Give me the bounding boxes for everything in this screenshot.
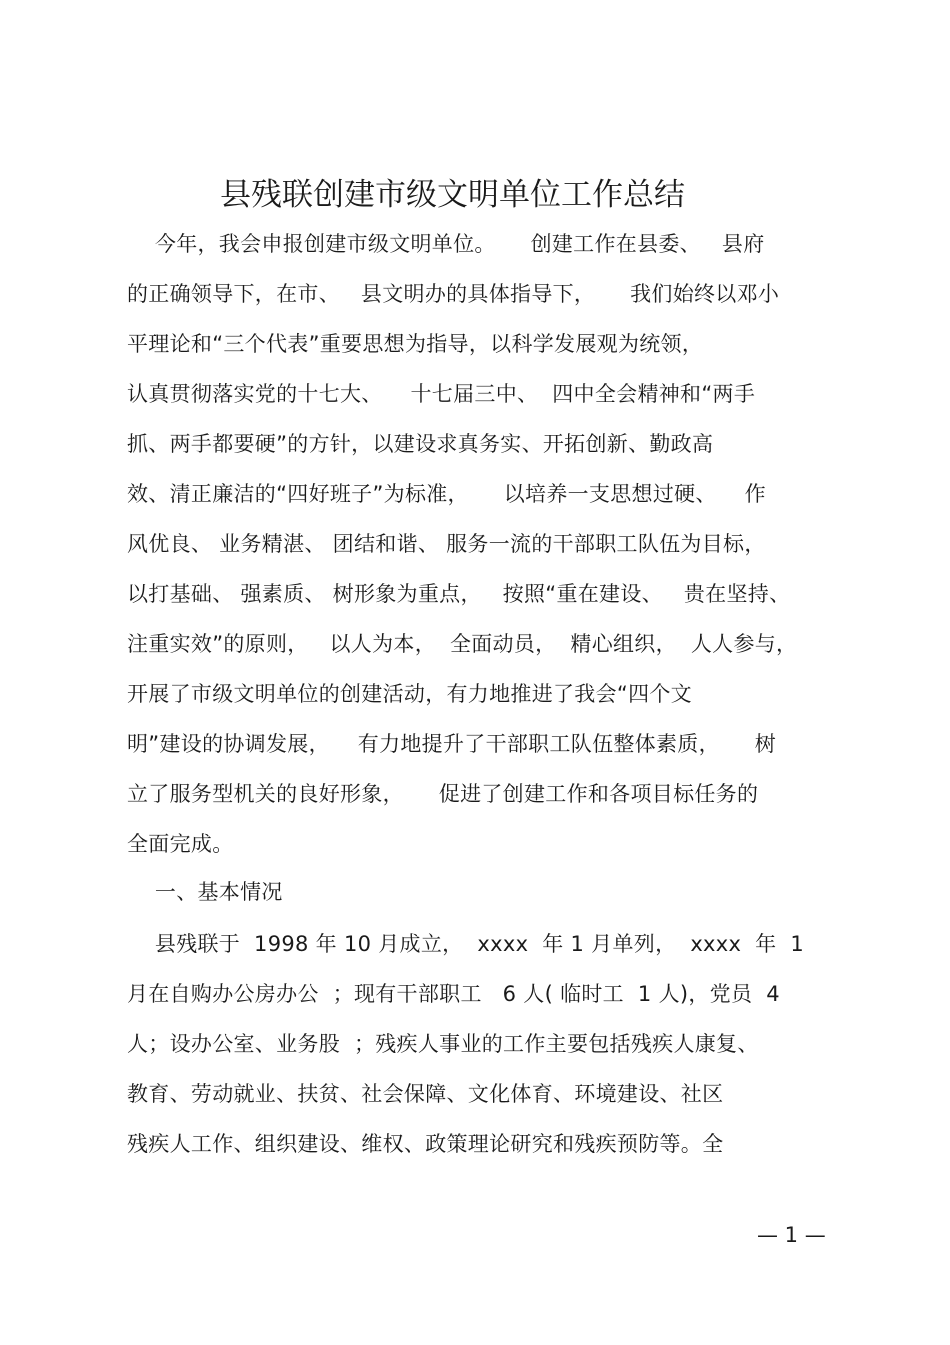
body-line: 以打基础、 强素质、 树形象为重点， 按照“重在建设、 贵在坚持、 [127,582,791,606]
body-line: 人；设办公室、业务股 ；残疾人事业的工作主要包括残疾人康复、 [127,1032,759,1056]
body-line: 注重实效”的原则， 以人为本， 全面动员， 精心组织， 人人参与， [127,632,798,656]
body-line: 开展了市级文明单位的创建活动，有力地推进了我会“四个文 [127,682,692,706]
body-line: 残疾人工作、组织建设、维权、政策理论研究和残疾预防等。全 [127,1132,724,1156]
body-line: 明”建设的协调发展， 有力地提升了干部职工队伍整体素质， 树 [127,732,777,756]
document-title: 县残联创建市级文明单位工作总结 [220,177,685,213]
body-line: 立了服务型机关的良好形象， 促进了创建工作和各项目标任务的 [127,782,759,806]
body-line: 全面完成。 [127,832,234,856]
page-number: — 1 — [757,1223,826,1247]
body-line: 抓、两手都要硬”的方针，以建设求真务实、开拓创新、勤政高 [127,432,714,456]
body-line: 的正确领导下，在市、 县文明办的具体指导下， 我们始终以邓小 [127,282,780,306]
body-line: 认真贯彻落实党的十七大、 十七届三中、 四中全会精神和“两手 [127,382,756,406]
body-line: 今年，我会申报创建市级文明单位。 创建工作在县委、 县府 [127,232,765,256]
body-line: 风优良、 业务精湛、 团结和谐、 服务一流的干部职工队伍为目标， [127,532,766,556]
section-heading: 一、基本情况 [127,880,283,904]
body-line: 县残联于 1998 年 10 月成立， xxxx 年 1 月单列， xxxx 年 1 [127,932,805,956]
body-line: 平理论和“三个代表”重要思想为指导，以科学发展观为统领， [127,332,704,356]
body-line: 效、清正廉洁的“四好班子”为标准， 以培养一支思想过硬、 作 [127,482,766,506]
body-line: 月在自购办公房办公 ；现有干部职工 6 人( 临时工 1 人)，党员 4 [127,982,780,1006]
body-line: 教育、劳动就业、扶贫、社会保障、文化体育、环境建设、社区 [127,1082,724,1106]
